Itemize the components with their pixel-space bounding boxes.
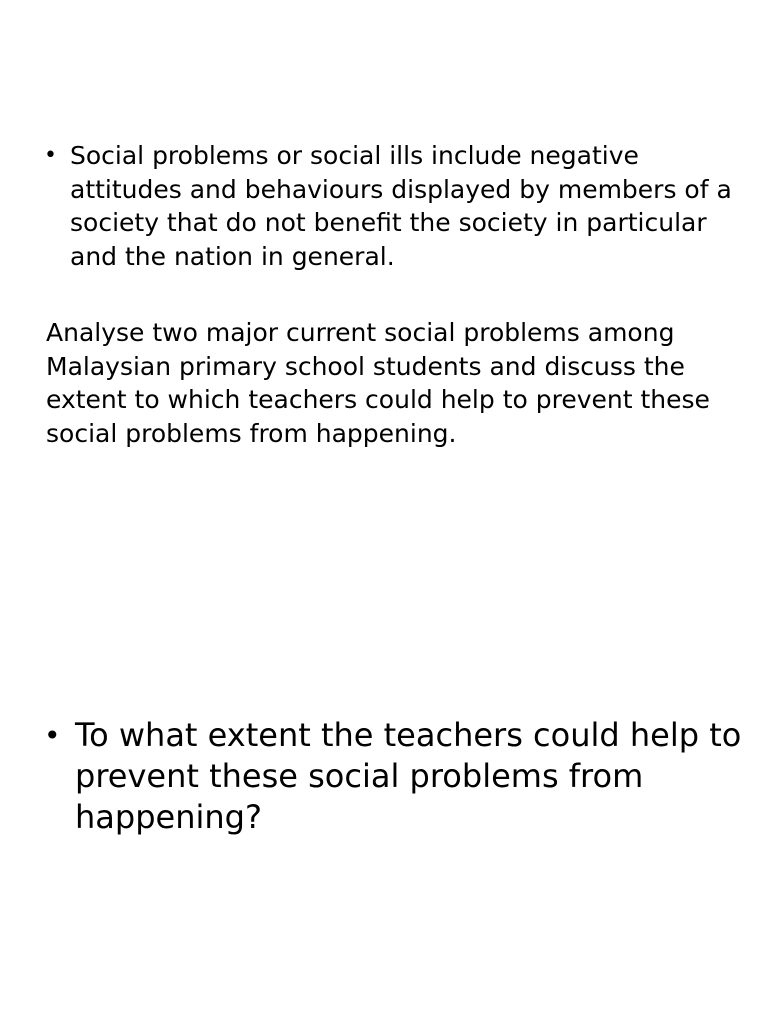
intro-bullet-row <box>44 139 744 273</box>
followup-bullet-row <box>44 715 744 838</box>
question-paragraph: Analyse two major current social problems among Malaysian primary school students and discuss the extent to which teachers could help to prevent these social problems from happening. <box>46 318 710 448</box>
bullet-icon: • <box>44 719 61 752</box>
intro-bullet <box>44 139 744 273</box>
bullet-icon: • <box>44 143 57 168</box>
followup-bullet <box>44 715 744 838</box>
intro-bullet-text: Social problems or social ills include negative attitudes and behaviours displayed by members of a society that do not benefit the society in particular and the nation in general. <box>70 141 732 271</box>
followup-bullet-text: To what extent the teachers could help to prevent these social problems from happening? <box>75 716 742 836</box>
